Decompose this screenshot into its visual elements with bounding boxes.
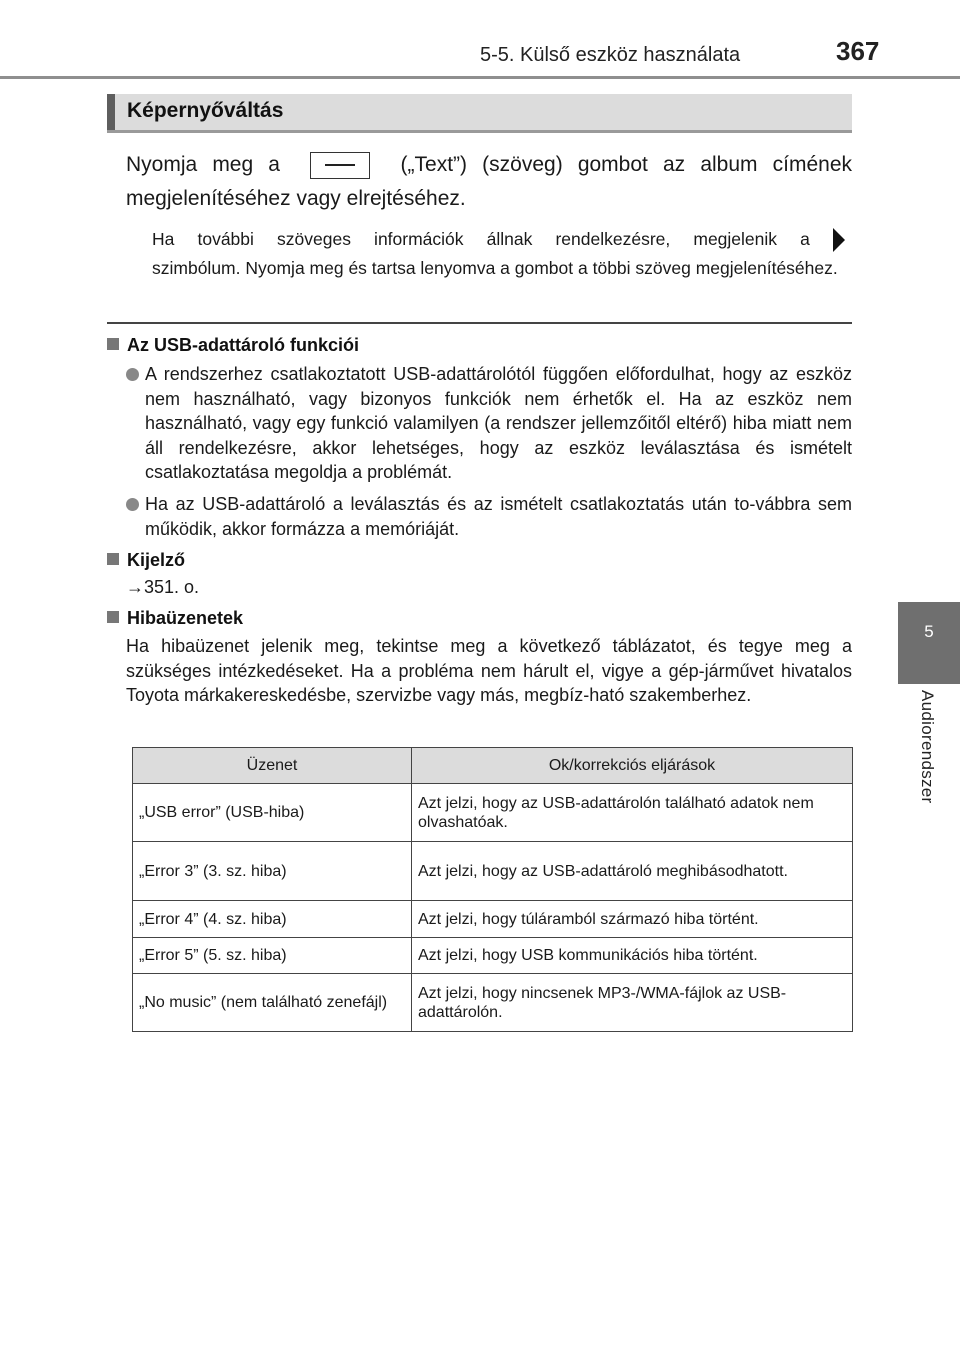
intro-text-after: („Text”) (szöveg) gombot az album címének — [400, 153, 853, 176]
display-heading-text: Kijelző — [127, 550, 186, 570]
section-title: Képernyőváltás — [127, 99, 284, 122]
usb-bullet-1-text: A rendszerhez csatlakoztatott USB-adattárolótól függően előfordulhat, hogy az eszköz nem használható, vagy bizonyos funkciók nem érhetők el. Ha az eszköz nem használható, vagy egy funkció valamilyen (a rendszer jellemzőitől eltérő) hiba miatt nem áll rendelkezésre, akkor lehetséges, hogy az eszköz leválasztása és ismételt csatlakoztatása megoldja a problémát. — [145, 364, 852, 482]
header-rule — [0, 76, 960, 79]
chapter-tab — [898, 602, 960, 684]
bullet-dot-icon — [126, 368, 139, 381]
bullet-dot-icon — [126, 498, 139, 511]
note-line2: szimbólum. Nyomja meg és tartsa lenyomva a gombot a többi szöveg megjelenítéséhez. — [152, 258, 838, 278]
table-cell: „Error 4” (4. sz. hiba) — [133, 901, 412, 938]
table-cell: Azt jelzi, hogy USB kommunikációs hiba történt. — [412, 938, 853, 974]
note-line1 — [152, 227, 845, 252]
intro-paragraph-line2: megjelenítéséhez vagy elrejtéséhez. — [126, 187, 466, 210]
usb-heading — [107, 335, 359, 356]
table-row — [133, 901, 853, 938]
square-bullet-icon — [107, 338, 119, 350]
section-marker — [107, 94, 115, 130]
table-cell: Azt jelzi, hogy nincsenek MP3-/WMA-fájlok az USB-adattárolón. — [412, 974, 853, 1032]
table-cell: Azt jelzi, hogy az USB-adattároló meghibásodhatott. — [412, 842, 853, 901]
usb-bullet-2 — [126, 492, 852, 542]
table-cell: Azt jelzi, hogy túláramból származó hiba történt. — [412, 901, 853, 938]
divider — [107, 322, 852, 324]
intro-text-before: Nyomja meg a — [126, 153, 280, 176]
table-header-message: Üzenet — [133, 748, 412, 784]
table-row — [133, 842, 853, 901]
display-heading — [107, 550, 185, 571]
display-reference: →351. o. — [126, 577, 200, 597]
running-header: 5-5. Külső eszköz használata — [480, 44, 741, 66]
errors-heading-text: Hibaüzenetek — [127, 608, 244, 628]
square-bullet-icon — [107, 553, 119, 565]
errors-heading — [107, 608, 243, 629]
text-button-icon — [310, 152, 370, 179]
table-header-row — [133, 748, 853, 784]
section-header — [107, 94, 852, 133]
intro-paragraph — [126, 148, 852, 181]
usb-bullet-1 — [126, 362, 852, 487]
usb-bullet-2-text: Ha az USB-adattároló a leválasztás és az ismételt csatlakoztatás után to-vábbra sem működik, akkor formázza a memóriáját. — [145, 494, 852, 539]
table-row — [133, 974, 853, 1032]
page-number: 367 — [836, 36, 880, 66]
table-row — [133, 938, 853, 974]
note-text-1: Ha további szöveges információk állnak rendelkezésre, megjelenik a — [152, 229, 810, 249]
table-cell: „Error 3” (3. sz. hiba) — [133, 842, 412, 901]
chapter-label: Audiorendszer — [918, 690, 937, 804]
table-cell: „Error 5” (5. sz. hiba) — [133, 938, 412, 974]
arrow-right-icon — [833, 228, 845, 252]
table-header-cause: Ok/korrekciós eljárások — [412, 748, 853, 784]
errors-paragraph: Ha hibaüzenet jelenik meg, tekintse meg a következő táblázatot, és tegye meg a szükséges intézkedéseket. Ha a probléma nem hárult el, vigye a gép-járművet hivatalos Toyota márkakereskedésbe, szervizbe vagy más, megbíz-ható szakemberhez. — [126, 636, 852, 705]
table-cell: „No music” (nem található zenefájl) — [133, 974, 412, 1032]
table-row — [133, 784, 853, 842]
error-message-table — [132, 747, 853, 1032]
usb-heading-text: Az USB-adattároló funkciói — [127, 335, 360, 355]
table-cell: „USB error” (USB-hiba) — [133, 784, 412, 842]
chapter-number: 5 — [924, 622, 934, 641]
square-bullet-icon — [107, 611, 119, 623]
table-cell: Azt jelzi, hogy az USB-adattárolón található adatok nem olvashatóak. — [412, 784, 853, 842]
